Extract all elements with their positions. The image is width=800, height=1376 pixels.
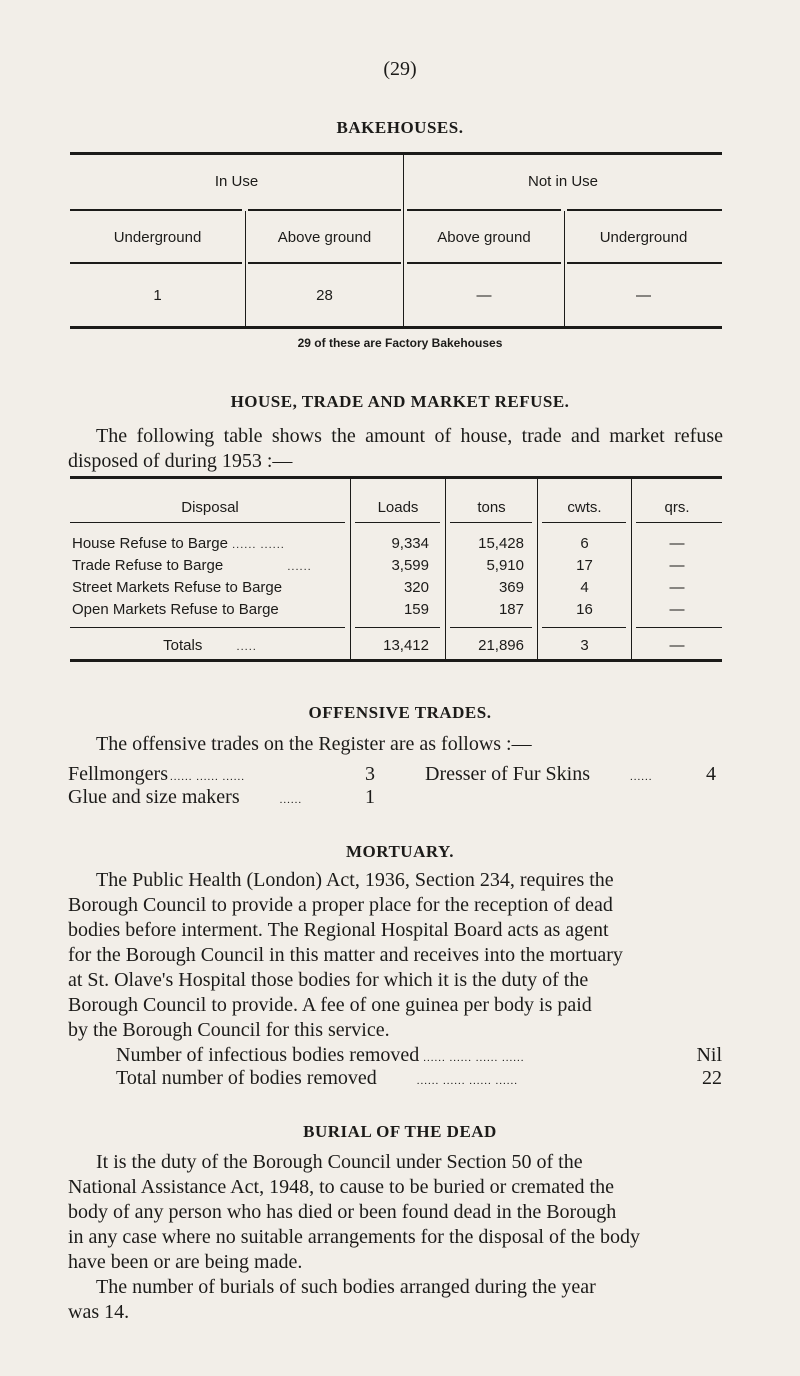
- burial-paragraph: [68, 1150, 723, 1325]
- total-loads: 13,412: [383, 637, 429, 654]
- col-header-cwts: cwts.: [567, 499, 602, 516]
- list-item-value: 3: [365, 763, 375, 785]
- paragraph-line: in any case where no suitable arrangements for the disposal of the body: [68, 1226, 641, 1248]
- total-cwts: 3: [580, 637, 589, 654]
- table-top-rule: [70, 152, 722, 155]
- paragraph-line: by the Borough Council for this service.: [68, 1019, 390, 1041]
- offensive-heading: OFFENSIVE TRADES.: [308, 703, 492, 722]
- table-row-label: Street Markets Refuse to Barge: [72, 579, 283, 596]
- sub-rule: [248, 209, 401, 211]
- col-header-loads: Loads: [377, 499, 419, 516]
- paragraph-line: at St. Olave's Hospital those bodies for which it is the duty of the: [68, 969, 589, 991]
- cell-tons: 187: [498, 601, 524, 618]
- cell-cwts: 17: [576, 557, 593, 574]
- cell-cwts: 6: [580, 535, 589, 552]
- mortuary-paragraph: [68, 868, 723, 1043]
- header-rule: [542, 522, 626, 523]
- value-underground: 1: [153, 287, 162, 304]
- header-rule: [355, 522, 440, 523]
- cell-loads: 320: [403, 579, 429, 596]
- list-item: Glue and size makers ......: [68, 786, 303, 808]
- offensive-intro: The offensive trades on the Register are as follows :—: [96, 733, 532, 755]
- header-rule: [450, 522, 532, 523]
- table-bottom-rule: [70, 659, 722, 662]
- paragraph-line: for the Borough Council in this matter and receives into the mortuary: [68, 944, 623, 966]
- col-header-underground: Underground: [599, 229, 688, 246]
- cell-cwts: 16: [576, 601, 593, 618]
- sub-rule: [248, 262, 401, 264]
- mortuary-stat-value: Nil: [696, 1044, 722, 1066]
- totals-rule: [636, 627, 722, 628]
- page-number: (29): [383, 58, 417, 80]
- table-top-rule: [70, 476, 722, 479]
- cell-loads: 9,334: [391, 535, 429, 552]
- list-item: Dresser of Fur Skins ......: [425, 763, 653, 785]
- col-header-tons: tons: [477, 499, 506, 516]
- list-item: Fellmongers ...... ...... ......: [68, 763, 245, 785]
- list-item-value: 4: [706, 763, 716, 785]
- sub-rule: [70, 209, 242, 211]
- sub-rule: [407, 209, 561, 211]
- cell-qrs: —: [669, 579, 685, 596]
- value-above-ground: —: [476, 287, 492, 304]
- table-bottom-rule: [70, 326, 722, 329]
- col-header-underground: Underground: [113, 229, 202, 246]
- refuse-heading: HOUSE, TRADE AND MARKET REFUSE.: [230, 392, 570, 411]
- cell-qrs: —: [669, 601, 685, 618]
- not-in-use-header: Not in Use: [527, 173, 599, 190]
- totals-rule: [355, 627, 440, 628]
- value-above-ground: 28: [316, 287, 333, 304]
- list-item-value: 1: [365, 786, 375, 808]
- cell-tons: 369: [498, 579, 524, 596]
- col-header-above-ground: Above ground: [437, 229, 531, 246]
- sub-rule: [567, 262, 722, 264]
- paragraph-line: was 14.: [68, 1301, 130, 1323]
- sub-rule: [407, 262, 561, 264]
- paragraph-line: Borough Council to provide. A fee of one guinea per body is paid: [68, 994, 592, 1016]
- totals-rule: [70, 627, 345, 628]
- totals-rule: [450, 627, 532, 628]
- value-underground: —: [636, 287, 651, 304]
- paragraph-line: bodies before interment. The Regional Hospital Board acts as agent: [68, 919, 609, 941]
- cell-tons: 15,428: [478, 535, 524, 552]
- header-rule: [70, 522, 345, 523]
- cell-loads: 3,599: [391, 557, 429, 574]
- table-row-label: House Refuse to Barge ...... ......: [72, 535, 285, 552]
- paragraph-line: have been or are being made.: [68, 1251, 303, 1273]
- sub-rule: [567, 209, 722, 211]
- mortuary-stat: Number of infectious bodies removed ...... ...... ...... ......: [116, 1044, 525, 1066]
- bakehouses-note: 29 of these are Factory Bakehouses: [297, 336, 503, 350]
- cell-tons: 5,910: [486, 557, 524, 574]
- paragraph-line: body of any person who has died or been found dead in the Borough: [68, 1201, 617, 1223]
- burial-heading: BURIAL OF THE DEAD: [303, 1122, 497, 1141]
- table-row-label: Trade Refuse to Barge ......: [72, 557, 312, 574]
- cell-loads: 159: [403, 601, 429, 618]
- mortuary-heading: MORTUARY.: [346, 842, 454, 861]
- in-use-header: In Use: [214, 173, 259, 190]
- header-rule: [636, 522, 722, 523]
- col-header-disposal: Disposal: [181, 499, 239, 516]
- totals-rule: [542, 627, 626, 628]
- cell-qrs: —: [669, 557, 685, 574]
- col-header-qrs: qrs.: [664, 499, 690, 516]
- paragraph-line: Borough Council to provide a proper place for the reception of dead: [68, 894, 613, 916]
- mortuary-stat: Total number of bodies removed ...... ...... ...... ......: [116, 1067, 519, 1089]
- totals-label: Totals .....: [163, 637, 257, 654]
- mortuary-stat-value: 22: [702, 1067, 722, 1089]
- table-row-label: Open Markets Refuse to Barge: [72, 601, 279, 618]
- refuse-intro: [68, 424, 723, 474]
- bakehouses-heading: BAKEHOUSES.: [336, 118, 464, 137]
- paragraph-line: The Public Health (London) Act, 1936, Section 234, requires the: [96, 869, 614, 891]
- refuse-intro-text: The following table shows the amount of house, trade and market refuse disposed of during 1953 :—: [68, 425, 723, 472]
- paragraph-line: It is the duty of the Borough Council under Section 50 of the: [96, 1151, 583, 1173]
- paragraph-line: The number of burials of such bodies arranged during the year: [96, 1276, 596, 1298]
- cell-qrs: —: [669, 535, 685, 552]
- cell-cwts: 4: [580, 579, 589, 596]
- col-header-above-ground: Above ground: [277, 229, 372, 246]
- sub-rule: [70, 262, 242, 264]
- total-qrs: —: [669, 637, 685, 654]
- paragraph-line: National Assistance Act, 1948, to cause to be buried or cremated the: [68, 1176, 614, 1198]
- total-tons: 21,896: [478, 637, 524, 654]
